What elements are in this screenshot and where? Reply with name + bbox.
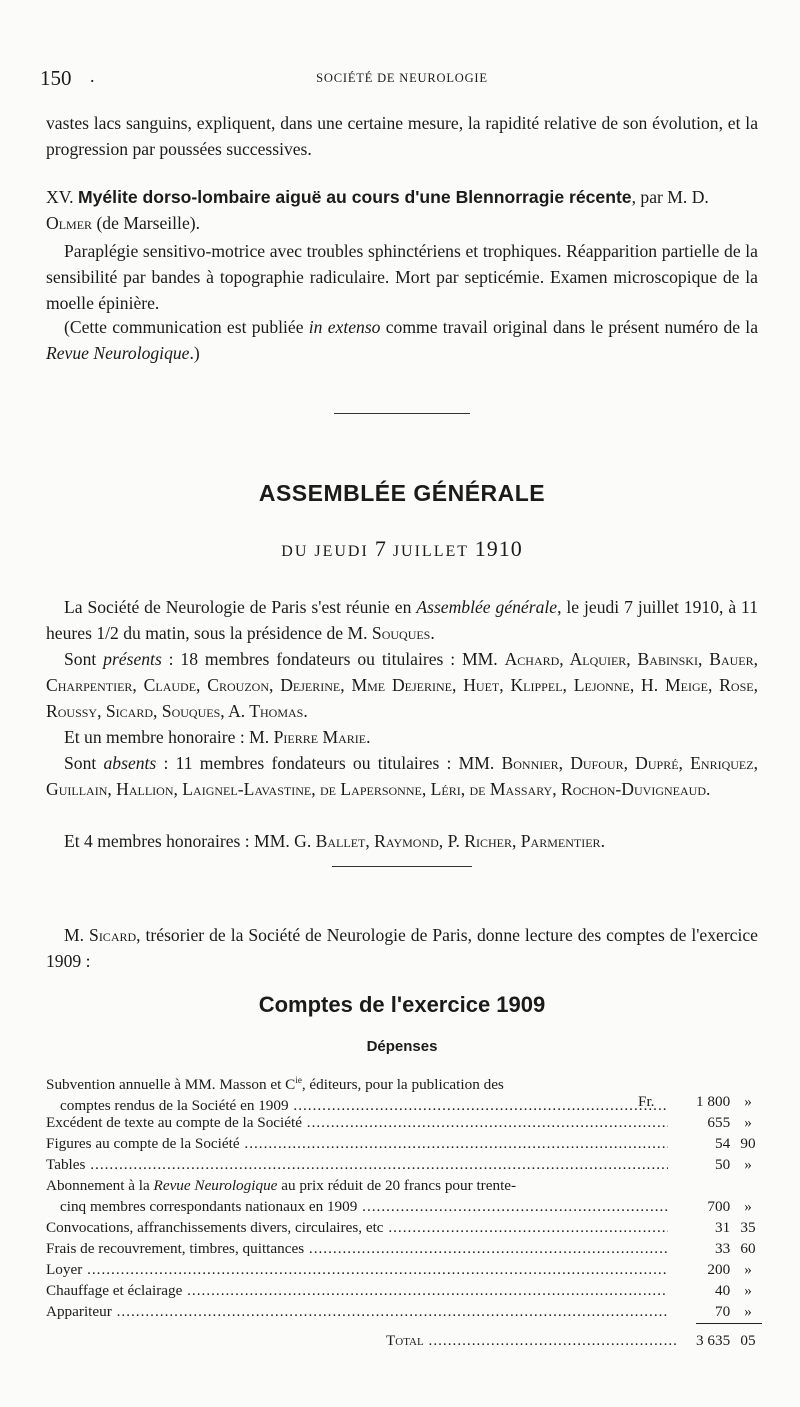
table-row: [46, 1070, 762, 1115]
row-amount: [678, 1196, 762, 1217]
running-title: SOCIÉTÉ DE NEUROLOGIE: [316, 71, 488, 85]
currency-label: Fr.: [638, 1093, 655, 1110]
absent-names: Bonnier, Dufour, Dupré, Enriquez, Guillain, Hallion, Laignel-Lavastine, de Lapersonne, Léri, de Massary, Rochon-Duvigneaud.: [46, 753, 758, 799]
date-year: 1910: [474, 536, 523, 561]
table-row: [46, 1259, 762, 1280]
absent-italic: absents: [103, 753, 157, 773]
total-amount: [678, 1330, 762, 1351]
absent-hon-names: Ballet, Raymond, P. Richer, Parmentier: [315, 831, 601, 851]
present-text-2: : 18 membres fondateurs ou titulaires : MM.: [168, 649, 498, 669]
row-amount: [678, 1280, 762, 1301]
row-amount: [678, 1091, 762, 1112]
amount-whole: 655: [707, 1114, 731, 1131]
table-row: [46, 1175, 762, 1217]
amount-fraction: »: [744, 1156, 752, 1173]
section-note: [46, 314, 758, 366]
amount-whole: 31: [715, 1219, 731, 1236]
section-xv-heading: [46, 184, 758, 236]
page-number: 150: [40, 66, 72, 90]
table-row: [46, 1217, 762, 1238]
intro-paragraph: vastes lacs sanguins, expliquent, dans une certaine mesure, la rapidité relative de son évolution, et la progression par poussées successives.: [46, 113, 758, 159]
row-amount: [678, 1112, 762, 1133]
absent-hon-text: Et 4 membres honoraires : MM. G.: [64, 831, 312, 851]
p1-italic: Assemblée générale: [416, 597, 558, 617]
note-end: .): [189, 343, 200, 363]
note-journal: Revue Neurologique: [46, 343, 190, 363]
row-amount: [678, 1301, 762, 1322]
absent-text: Sont: [64, 753, 97, 773]
treasurer-paragraph: [46, 922, 758, 974]
total-fraction: 05: [740, 1332, 756, 1349]
page-number-mark: .: [90, 66, 95, 86]
amount-fraction: »: [744, 1198, 752, 1215]
p1-text-2: , le jeudi 7 juillet 1910, à 11 heures 1/2 du matin, sous la présidence de M.: [46, 597, 758, 643]
section-title: Myélite dorso-lombaire aiguë au cours d'une Blennorragie récente: [77, 187, 632, 207]
note-italic: in extenso: [308, 317, 381, 337]
p1-text: La Société de Neurologie de Paris s'est réunie en: [64, 597, 412, 617]
treasurer-text: M.: [64, 925, 85, 945]
expenses-table: [46, 1070, 762, 1351]
section-summary: Paraplégie sensitivo-motrice avec troubles sphinctériens et trophiques. Réapparition partielle de la sensibilité par bandes à topographie radiculaire. Mort par septicémie. Examen microscopique de la moelle épinière.: [46, 241, 758, 313]
total-label: Total .....: [386, 1330, 676, 1351]
treasurer-text-2: , trésorier de la Société de Neurologie de Paris, donne lecture des comptes de l'exercice 1909 :: [46, 925, 758, 971]
amount-whole: 40: [715, 1282, 731, 1299]
amount-fraction: »: [744, 1114, 752, 1131]
honorary-text: Et un membre honoraire : M.: [64, 727, 270, 747]
row-description: Convocations, affranchissements divers, circulaires, etc .....: [46, 1217, 668, 1238]
row-description: Figures au compte de la Société .....: [46, 1133, 668, 1154]
present-paragraph: [46, 646, 758, 724]
separator-rule: [334, 413, 470, 414]
section-number: XV.: [46, 187, 74, 207]
honorary-name: Pierre Marie: [273, 727, 367, 747]
row-amount: [678, 1154, 762, 1175]
total-rule: [696, 1323, 762, 1324]
date-day: 7: [374, 536, 387, 561]
assembly-date: [46, 536, 758, 562]
president-name: Souques: [371, 623, 431, 643]
amount-whole: 33: [715, 1240, 731, 1257]
amount-whole: 70: [715, 1303, 731, 1320]
note-text: (Cette communication est publiée: [64, 317, 304, 337]
row-description: Excédent de texte au compte de la Société .....: [46, 1112, 668, 1133]
row-description: [46, 1070, 668, 1116]
section-author: Olmer: [46, 213, 93, 233]
page-header: [40, 66, 758, 90]
present-italic: présents: [103, 649, 162, 669]
honorary-end: .: [366, 727, 371, 747]
total-spacer: [46, 1322, 762, 1330]
row-amount: [678, 1217, 762, 1238]
row-description: Frais de recouvrement, timbres, quittances .....: [46, 1238, 668, 1259]
table-row: [46, 1238, 762, 1259]
amount-fraction: »: [744, 1282, 752, 1299]
row-description: Loyer .....: [46, 1259, 668, 1280]
date-month: JUILLET: [392, 543, 469, 560]
amount-whole: 50: [715, 1156, 731, 1173]
amount-fraction: 35: [740, 1219, 756, 1236]
accounts-subtitle: Dépenses: [366, 1038, 438, 1055]
note-text-2: comme travail original dans le présent numéro de la: [385, 317, 759, 337]
amount-fraction: »: [744, 1093, 752, 1110]
honorary-paragraph: [46, 724, 758, 750]
row-amount: [678, 1133, 762, 1154]
assembly-paragraph-1: [46, 594, 758, 646]
row-line-1: Abonnement à la Revue Neurologique au prix réduit de 20 francs pour trente-: [46, 1177, 517, 1194]
p1-end: .: [430, 623, 435, 643]
row-line-1: Subvention annuelle à MM. Masson et $C^{ie}$, éditeurs, pour la publication des: [46, 1075, 504, 1094]
present-text: Sont: [64, 649, 97, 669]
row-description: Tables .....: [46, 1154, 668, 1175]
accounts-title: Comptes de l'exercice 1909: [258, 992, 546, 1017]
amount-fraction: »: [744, 1303, 752, 1320]
section-by: , par M. D.: [631, 187, 709, 207]
amount-whole: 200: [707, 1261, 731, 1278]
row-description: Chauffage et éclairage .....: [46, 1280, 668, 1301]
table-row: [46, 1112, 762, 1133]
absent-hon-end: .: [600, 831, 605, 851]
separator-rule-2: [332, 866, 472, 867]
row-amount: [678, 1238, 762, 1259]
amount-fraction: »: [744, 1261, 752, 1278]
table-row: [46, 1301, 762, 1322]
table-row: [46, 1154, 762, 1175]
row-amount: [678, 1259, 762, 1280]
table-row: [46, 1280, 762, 1301]
row-description: Appariteur .....: [46, 1301, 668, 1322]
treasurer-name: Sicard: [89, 925, 137, 945]
total-whole: 3 635: [696, 1332, 731, 1349]
absent-honorary-paragraph: [46, 828, 758, 854]
amount-whole: 54: [715, 1135, 731, 1152]
date-prefix: DU JEUDI: [281, 543, 369, 560]
assembly-title: ASSEMBLÉE GÉNÉRALE: [258, 480, 546, 506]
absent-text-2: : 11 membres fondateurs ou titulaires : MM.: [163, 753, 495, 773]
table-row: [46, 1133, 762, 1154]
row-line-2: cinq membres correspondants nationaux en 1909 .....: [46, 1196, 668, 1217]
absent-paragraph: [46, 750, 758, 802]
section-place: (de Marseille).: [96, 213, 201, 233]
present-names: Achard, Alquier, Babinski, Bauer, Charpentier, Claude, Crouzon, Dejerine, Mme Dejerine, Huet, Klippel, Lejonne, H. Meige, Rose, Roussy, Sicard, Souques, A. Thomas.: [46, 649, 759, 721]
amount-fraction: 60: [740, 1240, 756, 1257]
amount-whole: 1 800: [696, 1093, 731, 1110]
amount-fraction: 90: [740, 1135, 756, 1152]
row-description: [46, 1175, 668, 1217]
amount-whole: 700: [707, 1198, 731, 1215]
row-line-2: comptes rendus de la Société en 1909 .....: [46, 1095, 668, 1116]
total-row: [46, 1330, 762, 1351]
